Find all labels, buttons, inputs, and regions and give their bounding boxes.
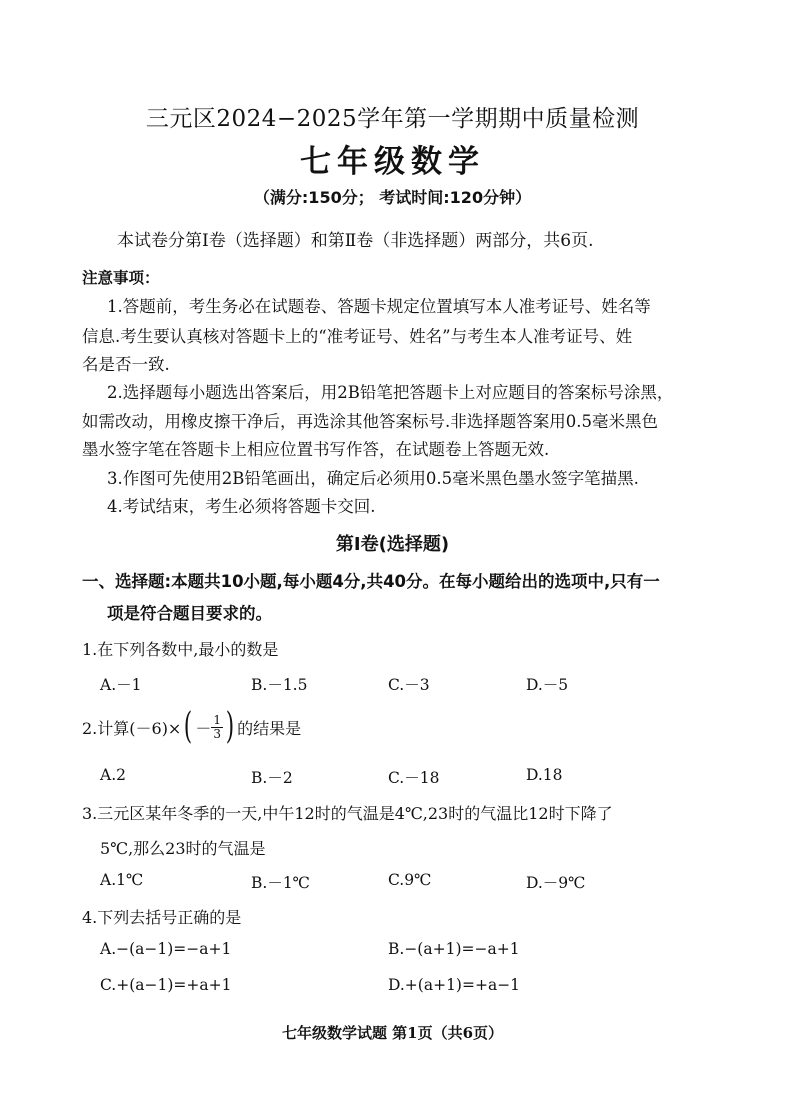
q4-option-d: D.+(a+1)=+a−1 [388,976,521,994]
q3-option-d: D.－9℃ [526,874,586,892]
q4-option-c: C.+(a−1)=+a+1 [100,976,232,994]
q2-option-b: B.－2 [251,769,293,787]
exam-title: 三元区2024−2025学年第一学期期中质量检测 [145,106,640,132]
notice-line: 如需改动，用橡皮擦干净后，再选涂其他答案标号.非选择题答案用0.5毫米黑色 [82,412,658,431]
q4-option-a: A.−(a−1)=−a+1 [100,940,232,958]
page-footer: 七年级数学试题 第1页（共6页） [281,1024,504,1042]
q2-option-d: D.18 [526,766,563,784]
q3-option-c: C.9℃ [388,871,432,889]
notice-line: 3.作图可先使用2B铅笔画出，确定后必须用0.5毫米黑色墨水签字笔描黑. [107,469,639,488]
q2-stem-prefix: 2.计算(－6)× [82,718,182,738]
question-3-stem: 3.三元区某年冬季的一天,中午12时的气温是4℃,23时的气温比12时下降了 [82,804,613,823]
question-4-stem: 4.下列去括号正确的是 [82,908,242,927]
question-3-stem-cont: 5℃,那么23时的气温是 [100,839,266,858]
fraction-numerator: 1 [213,712,222,727]
q2-option-c: C.－18 [388,769,440,787]
notice-line: 信息.考生要认真核对答题卡上的“准考证号、姓名”与考生本人准考证号、姓 [82,327,633,346]
q2-option-a: A.2 [100,766,126,784]
fraction-denominator: 3 [213,726,222,741]
notice-line: 名是否一致. [82,355,170,374]
q4-option-b: B.−(a+1)=−a+1 [388,940,520,958]
q1-option-c: C.－3 [388,676,430,694]
right-paren-glyph: ) [225,706,235,747]
q3-option-b: B.－1℃ [251,874,311,892]
notice-heading: 注意事项： [82,269,160,287]
intro-text: 本试卷分第Ⅰ卷（选择题）和第Ⅱ卷（非选择题）两部分，共6页. [117,231,594,251]
q2-stem-suffix: 的结果是 [237,718,302,738]
question-2-stem [82,705,301,749]
fraction [211,714,223,741]
notice-line: 1.答题前，考生务必在试题卷、答题卡规定位置填写本人准考证号、姓名等 [107,297,651,316]
q3-option-a: A.1℃ [100,871,144,889]
q2-fraction-sign: － [195,718,212,738]
exam-info: （满分:150分； 考试时间:120分钟） [253,188,532,207]
question-1-stem: 1.在下列各数中,最小的数是 [82,640,279,659]
q1-option-a: A.－1 [100,676,142,694]
q1-option-d: D.－5 [526,676,569,694]
notice-line: 墨水签字笔在答题卡上相应位置书写作答，在试题卷上答题无效. [82,440,550,459]
section-title: 第Ⅰ卷(选择题) [335,534,450,555]
notice-line: 2.选择题每小题选出答案后，用2B铅笔把答题卡上对应题目的答案标号涂黑， [107,383,674,402]
left-paren-glyph: ( [184,706,193,747]
section-instructions: 项是符合题目要求的。 [107,604,272,623]
subject-title: 七年级数学 [300,144,485,180]
notice-line: 4.考试结束，考生必须将答题卡交回. [107,497,376,516]
q1-option-b: B.－1.5 [251,676,308,694]
section-instructions: 一、选择题:本题共10小题,每小题4分,共40分。在每小题给出的选项中,只有一 [82,572,660,591]
